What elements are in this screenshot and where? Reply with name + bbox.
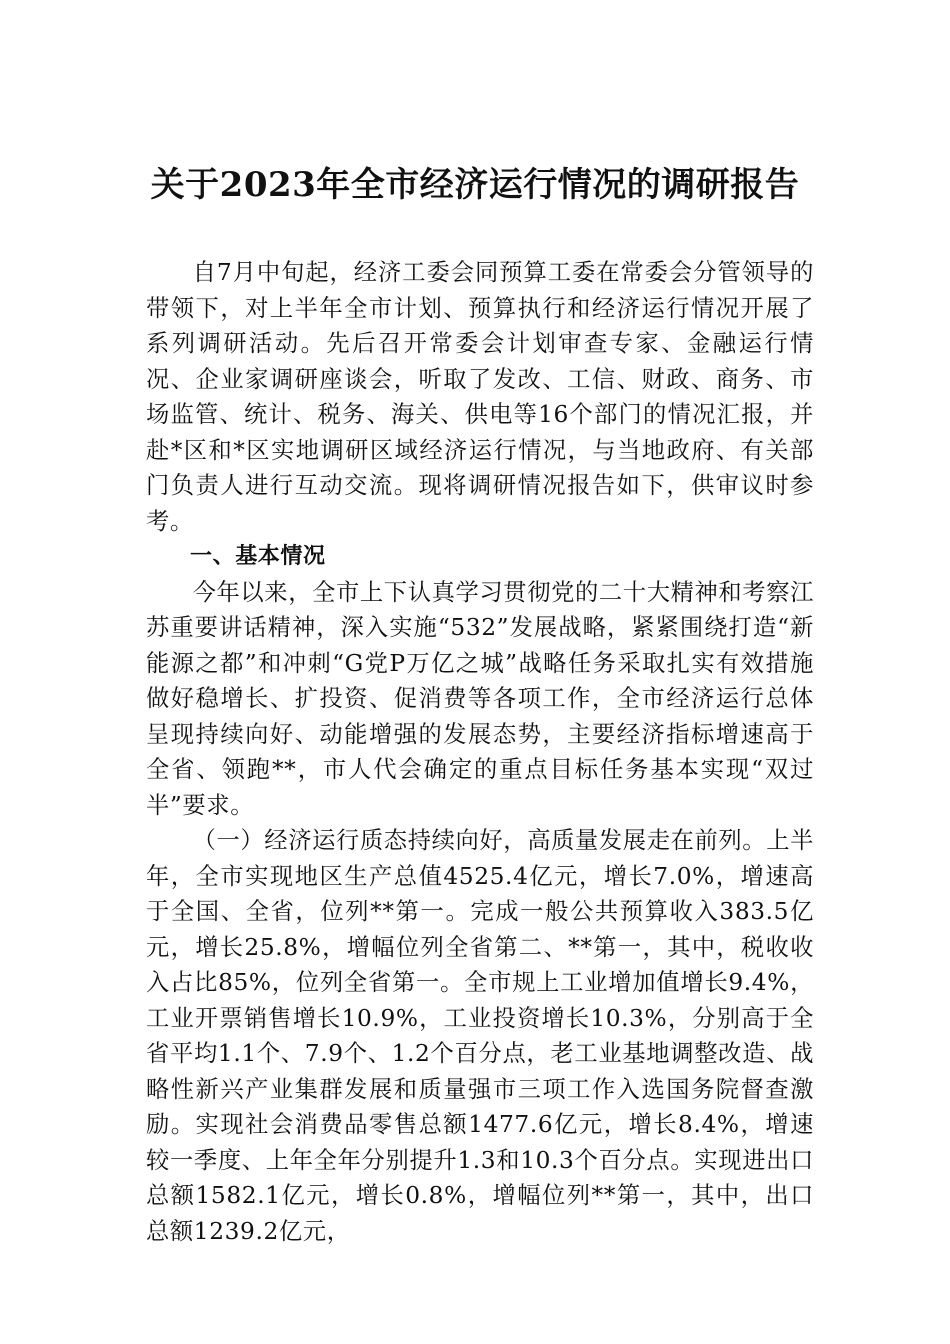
document-title: 关于2023年全市经济运行情况的调研报告 (150, 165, 800, 205)
section-heading: 一、基本情况 (190, 544, 326, 569)
document-body (146, 255, 814, 1249)
body-paragraph: 今年以来，全市上下认真学习贯彻党的二十大精神和考察江苏重要讲话精神，深入实施“532”发展战略，紧紧围绕打造“新能源之都”和冲刺“G党P万亿之城”战略任务采取扎实有效措施做好稳增长、扩投资、促消费等各项工作，全市经济运行总体呈现持续向好、动能增强的发展态势，主要经济指标增速高于全省、领跑**，市人代会确定的重点目标任务基本实现“双过半”要求。 (146, 578, 814, 819)
body-paragraph: （一）经济运行质态持续向好，高质量发展走在前列。上半年，全市实现地区生产总值4525.4亿元，增长7.0%，增速高于全国、全省，位列**第一。完成一般公共预算收入383.5亿元，增长25.8%，增幅位列全省第二、**第一，其中，税收收入占比85%，位列全省第一。全市规上工业增加值增长9.4%，工业开票销售增长10.9%，工业投资增长10.3%，分别高于全省平均1.1个、7.9个、1.2个百分点，老工业基地调整改造、战略性新兴产业集群发展和质量强市三项工作入选国务院督查激励。实现社会消费品零售总额1477.6亿元，增长8.4%，增速较一季度、上年全年分别提升1.3和10.3个百分点。实现进出口总额1582.1亿元，增长0.8%，增幅位列**第一，其中，出口总额1239.2亿元， (146, 827, 814, 1245)
intro-paragraph: 自7月中旬起，经济工委会同预算工委在常委会分管领导的带领下，对上半年全市计划、预算执行和经济运行情况开展了系列调研活动。先后召开常委会计划审查专家、金融运行情况、企业家调研座谈会，听取了发改、工信、财政、商务、市场监管、统计、税务、海关、供电等16个部门的情况汇报，并赴*区和*区实地调研区域经济运行情况，与当地政府、有关部门负责人进行互动交流。现将调研情况报告如下，供审议时参考。 (146, 259, 814, 535)
